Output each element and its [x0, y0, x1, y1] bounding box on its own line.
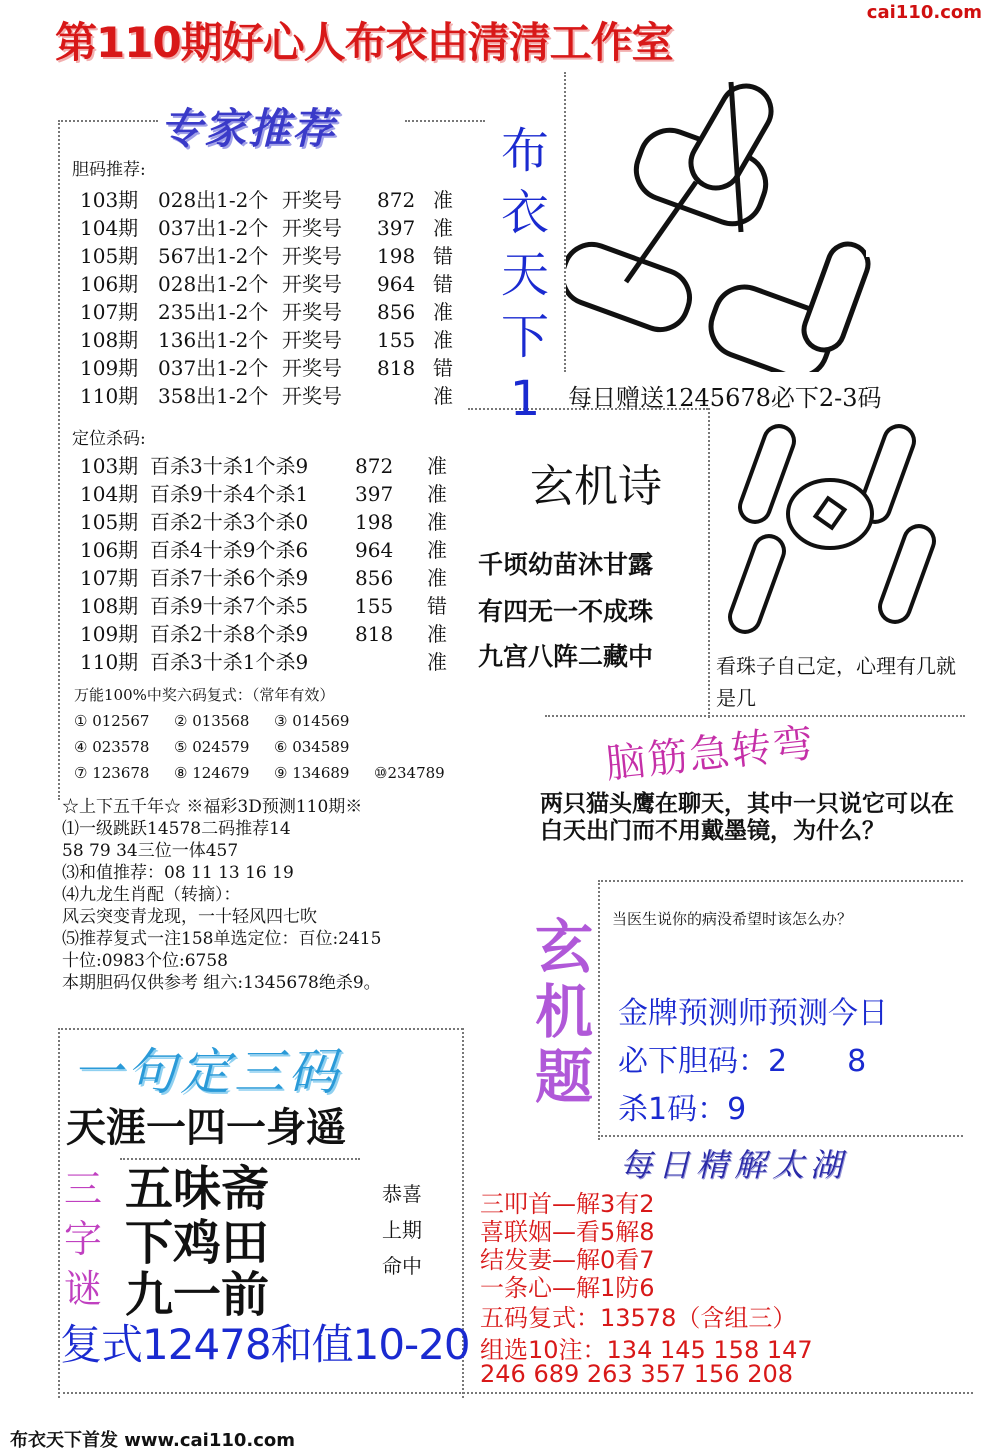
list-item: ⑤ 024579: [174, 738, 250, 756]
vertical-title: 布 衣 天 下 1: [500, 123, 549, 427]
table-row: 104期 037出1-2个 开奖号 397 准: [80, 216, 453, 240]
xuanji-title-char: 机: [535, 978, 594, 1046]
taihu-line: 一条心—解1防6: [480, 1274, 655, 1302]
list-item: ① 012567: [74, 712, 150, 730]
congrats-text: 命中: [382, 1254, 422, 1278]
taihu-line: 喜联姻—看5解8: [480, 1218, 655, 1246]
riddle-answer: 九一前: [125, 1267, 270, 1323]
prediction-line: 本期胆码仅供参考 组六:1345678绝杀9。: [62, 973, 381, 993]
prediction-line: ⑶和值推荐：08 11 13 16 19: [62, 863, 294, 883]
dan-table: [80, 186, 453, 410]
list-item: ④ 023578: [74, 738, 150, 756]
sanzi-char: 字: [64, 1217, 103, 1261]
table-row: 105期 百杀2十杀3个杀0 198 准: [80, 510, 447, 534]
congrats-text: 上期: [382, 1218, 422, 1242]
poem-line: 有四无一不成珠: [478, 597, 654, 626]
congrats-text: 恭喜: [382, 1182, 422, 1206]
brain-teaser-question: 两只猫头鹰在聊天，其中一只说它可以在白天出门而不用戴墨镜，为什么？: [540, 790, 954, 844]
xuanji-title-char: 题: [535, 1043, 594, 1111]
poem-line: 九宫八阵二藏中: [478, 642, 654, 671]
yiju-title: 一句定三码: [72, 1043, 342, 1101]
beads-note: 看珠子自己定，心理有几就是几: [716, 654, 956, 710]
xuanji-title-char: 玄: [535, 913, 594, 981]
taihu-line: 246 689 263 357 156 208: [480, 1360, 793, 1388]
prediction-line: ⑷九龙生肖配（转摘）：: [62, 885, 241, 905]
site-badge: cai110.com: [866, 2, 982, 23]
kill-table: [80, 452, 447, 676]
dan-label: 胆码推荐:: [72, 160, 146, 180]
beads-illustration: [566, 72, 946, 372]
taihu-line: 五码复式：13578（含组三）: [480, 1304, 797, 1332]
six-code-groups: [74, 708, 445, 786]
prediction-line: ⑸推荐复式一注158单选定位：百位:2415: [62, 929, 382, 949]
poem-line: 千顷幼苗沐甘露: [478, 550, 654, 579]
prediction-line: 风云突变青龙现，一十轻风四七吹: [62, 907, 317, 927]
kill-label: 定位杀码:: [72, 429, 146, 449]
gold-line: 杀1码：9: [618, 1092, 747, 1127]
table-row: 104期 百杀9十杀4个杀1 397 准: [80, 482, 447, 506]
table-row: 105期 567出1-2个 开奖号 198 错: [80, 244, 453, 268]
taihu-line: 结发妻—解0看7: [480, 1246, 655, 1274]
list-item: ② 013568: [174, 712, 250, 730]
prediction-block: [62, 796, 381, 994]
table-row: 110期 358出1-2个 开奖号 准: [80, 384, 453, 408]
poem-title: 玄机诗: [530, 461, 662, 512]
page-title: 第110期好心人布衣由清清工作室: [55, 18, 673, 67]
expert-title: 专家推荐: [160, 104, 337, 153]
gold-line: 金牌预测师预测今日: [618, 996, 888, 1031]
table-row: 103期 百杀3十杀1个杀9 872 准: [80, 454, 447, 478]
prediction-line: 58 79 34三位一体457: [62, 841, 239, 861]
prediction-line: ⑴一级跳跃14578二码推荐14: [62, 819, 291, 839]
prediction-line: ☆上下五千年☆ ※福彩3D预测110期※: [62, 797, 363, 817]
six-code-label: 万能100%中奖六码复式：（常年有效）: [74, 686, 335, 704]
table-row: 108期 136出1-2个 开奖号 155 准: [80, 328, 453, 352]
table-row: 103期 028出1-2个 开奖号 872 准: [80, 188, 453, 212]
footer-text: 布衣天下首发 www.cai110.com: [10, 1430, 296, 1451]
daily-gift: 每日赠送1245678必下2-3码: [568, 384, 882, 412]
taihu-title: 每日精解太湖: [620, 1146, 849, 1184]
table-row: 109期 037出1-2个 开奖号 818 错: [80, 356, 453, 380]
riddle-answer: 下鸡田: [125, 1215, 270, 1271]
riddle-line: 天涯一四一身遥: [66, 1104, 346, 1151]
brain-teaser-title: 脑筋急转弯: [603, 720, 818, 788]
sanzi-char: 谜: [64, 1267, 103, 1311]
table-row: 109期 百杀2十杀8个杀9 818 准: [80, 622, 447, 646]
table-row: 106期 028出1-2个 开奖号 964 错: [80, 272, 453, 296]
list-item: ⑩234789: [374, 764, 445, 782]
table-row: 108期 百杀9十杀7个杀5 155 错: [80, 594, 447, 618]
list-item: ⑥ 034589: [274, 738, 350, 756]
sanzi-char: 三: [64, 1167, 103, 1211]
list-item: ⑨ 134689: [274, 764, 350, 782]
riddle-answer: 五味斋: [125, 1161, 270, 1217]
table-row: 107期 百杀7十杀6个杀9 856 准: [80, 566, 447, 590]
gold-line: 必下胆码：2 8: [618, 1044, 867, 1079]
list-item: ⑧ 124679: [174, 764, 250, 782]
xuanji-question: 当医生说你的病没希望时该怎么办？: [612, 910, 853, 928]
fushi-line: 复式12478和值10-20: [60, 1320, 470, 1369]
coin-beads-illustration: [712, 414, 962, 644]
taihu-line: 三叩首—解3有2: [480, 1190, 655, 1218]
prediction-line: 十位:0983个位:6758: [62, 951, 228, 971]
list-item: ⑦ 123678: [74, 764, 150, 782]
table-row: 110期 百杀3十杀1个杀9 准: [80, 650, 447, 674]
list-item: ③ 014569: [274, 712, 350, 730]
taihu-line: 组选10注：134 145 158 147: [480, 1336, 813, 1364]
table-row: 106期 百杀4十杀9个杀6 964 准: [80, 538, 447, 562]
table-row: 107期 235出1-2个 开奖号 856 准: [80, 300, 453, 324]
